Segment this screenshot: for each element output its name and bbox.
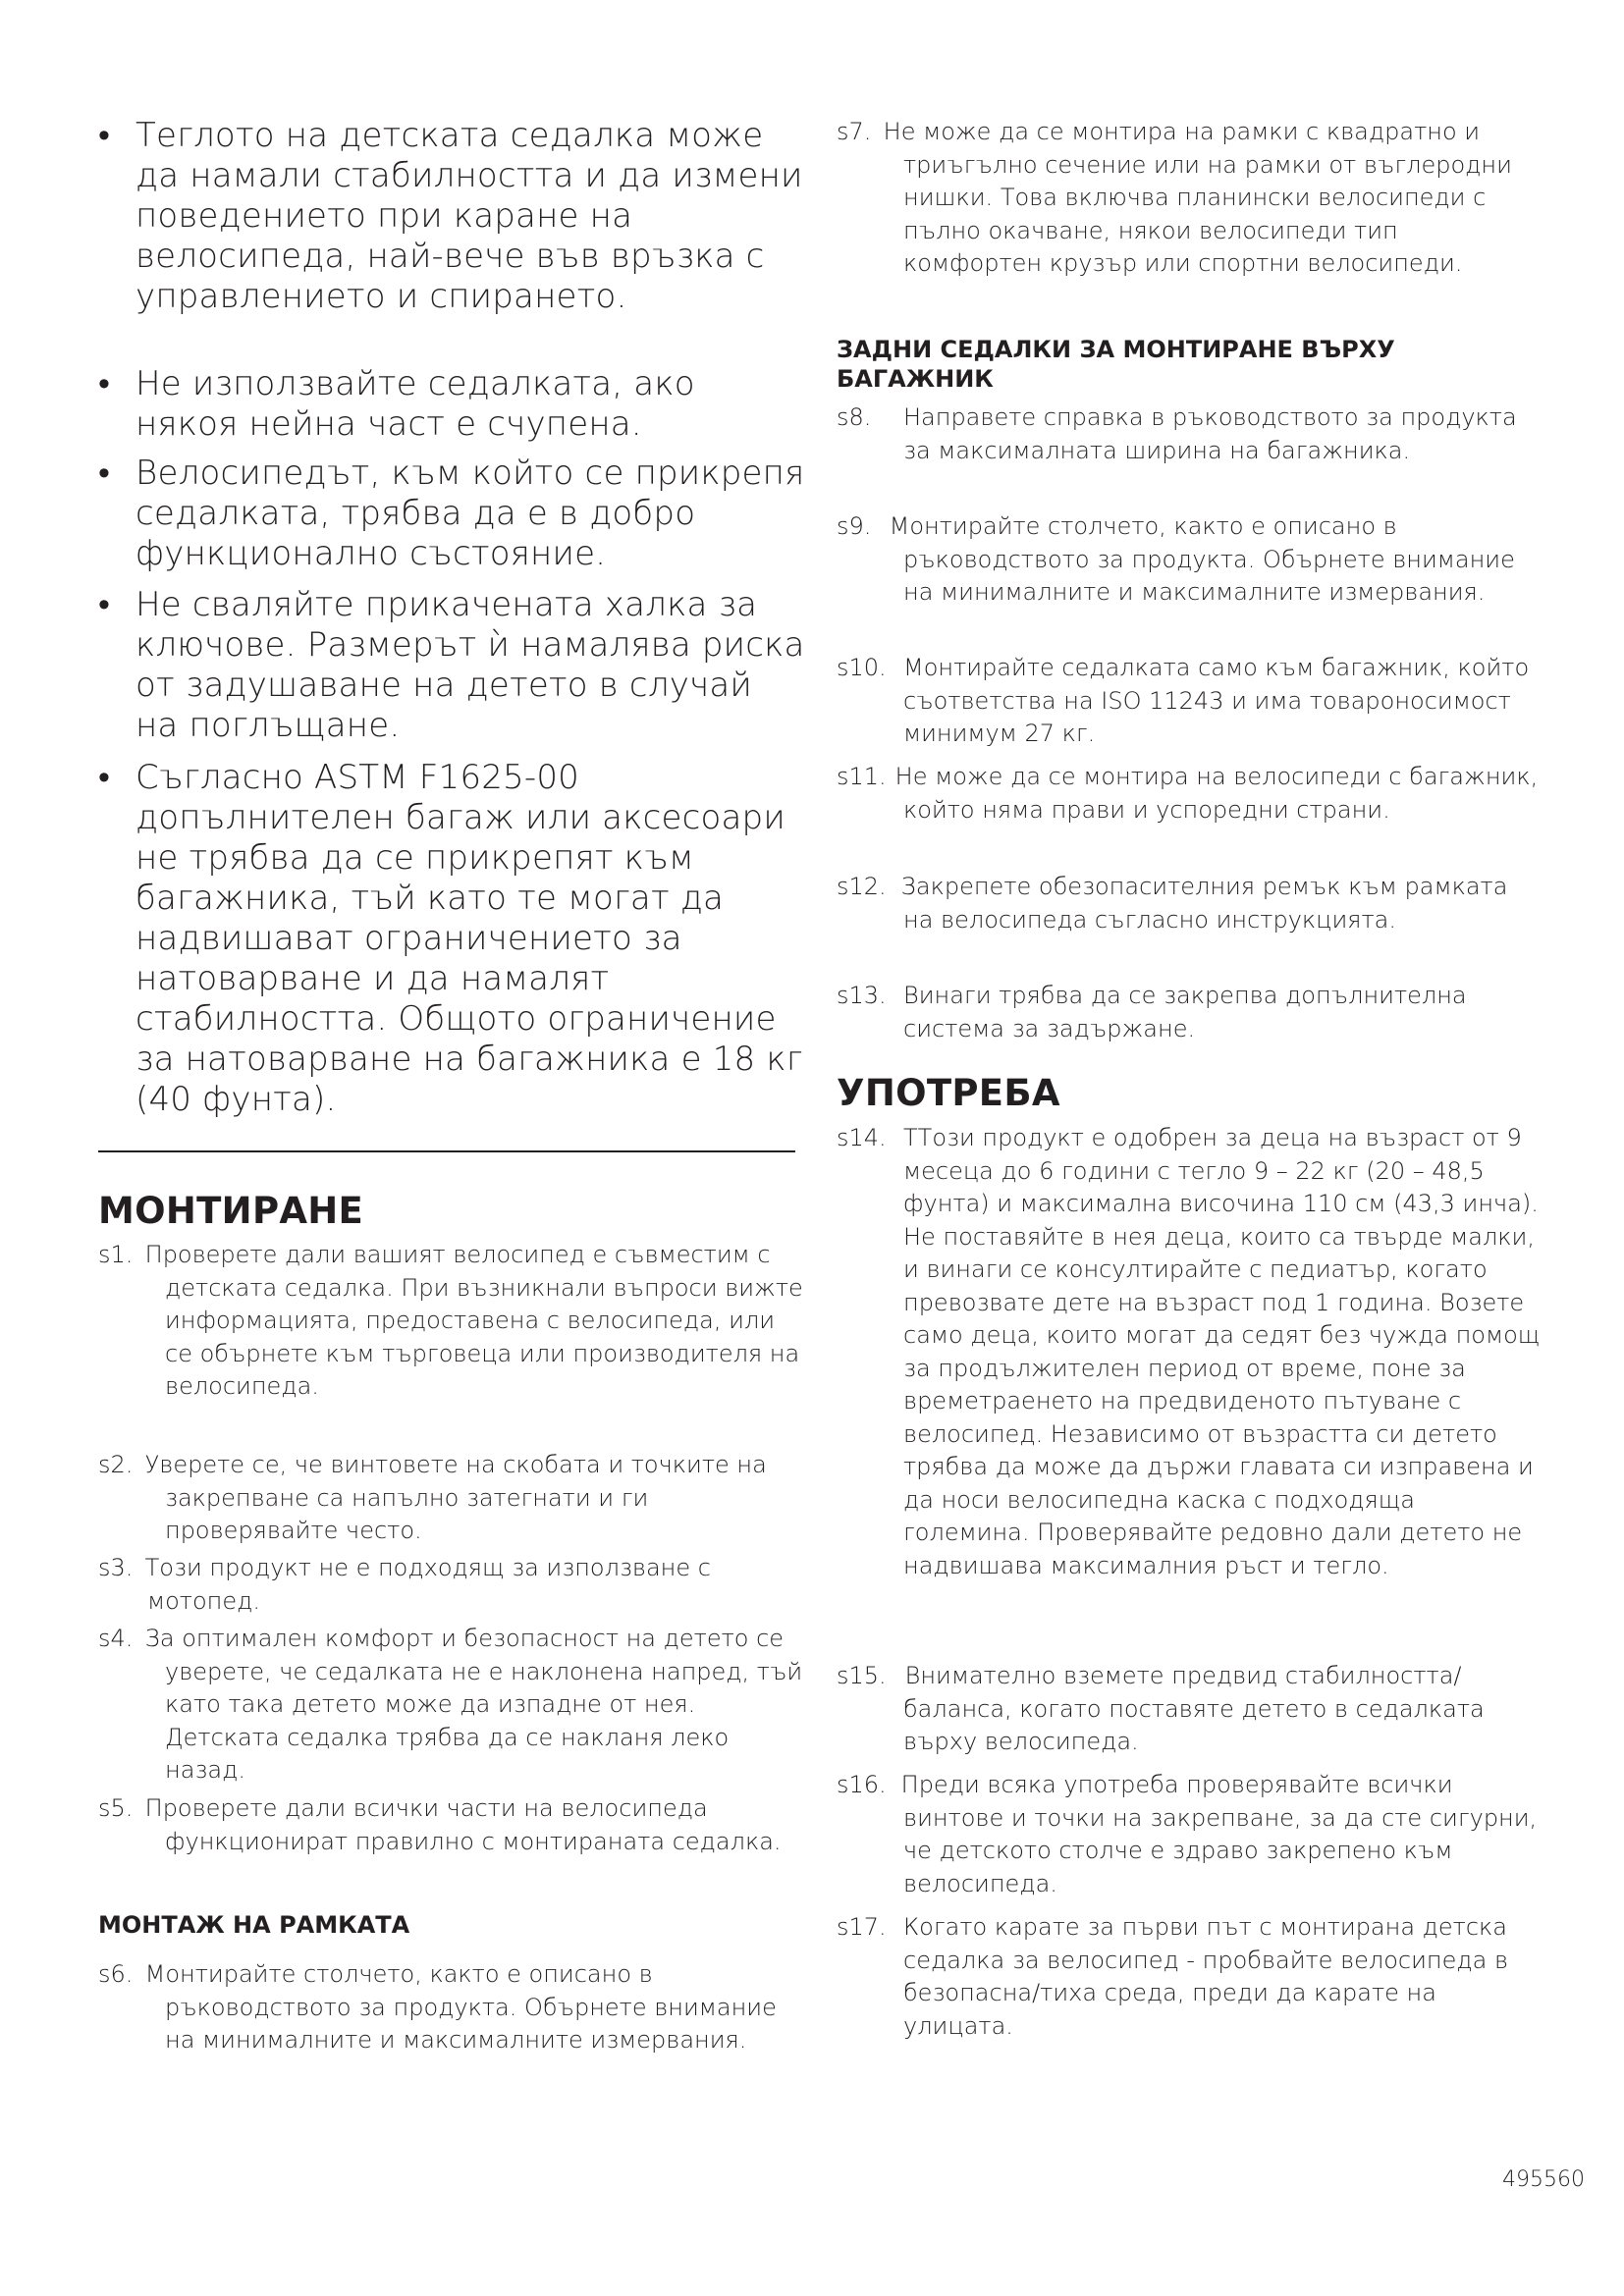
- bullet-dot: •: [98, 116, 111, 155]
- step-s13: s13. Винаги трябва да се закрепва допълнителна система за задържане.: [837, 982, 1467, 1042]
- section-title-rack: ЗАДНИ СЕДАЛКИ ЗА МОНТИРАНЕ ВЪРХУ БАГАЖНИК: [837, 336, 1395, 393]
- section-divider: [98, 1150, 795, 1152]
- bullet-dot: •: [98, 364, 111, 403]
- bullet-dot: •: [98, 454, 111, 493]
- step-s1: s1. Проверете дали вашият велосипед е съвместим с детската седалка. При възникнали въпроси вижте информацията, предоставена с велосипеда, или се обърнете към търговеца или производителя на велосипеда.: [98, 1241, 803, 1400]
- step-s7: s7. Не може да се монтира на рамки с квадратно и триъгълно сечение или на рамки от въглеродни нишки. Това включва планински велосипеди с пълно окачване, някои велосипеди тип комфортен крузър или спортни велосипеди.: [837, 118, 1512, 277]
- step-s9: s9. Монтирайте столчето, както е описано в ръководството за продукта. Обърнете внимание на минималните и максималните измервания.: [837, 512, 1515, 606]
- step-s15: s15. Внимателно вземете предвид стабилността/баланса, когато поставяте детето в седалката върху велосипеда.: [837, 1662, 1485, 1755]
- step-s11: s11. Не може да се монтира на велосипеди с багажник, който няма прави и успоредни страни.: [837, 763, 1539, 824]
- step-s10: s10. Монтирайте седалката само към багажник, който съответства на ISO 11243 и има товароносимост минимум 27 кг.: [837, 654, 1530, 747]
- warning-bullet-broken: • Не използвайте седалката, ако някоя нейна част е счупена.: [98, 364, 695, 444]
- step-s3: s3. Този продукт не е подходящ за използване с мотопед.: [98, 1554, 711, 1615]
- bullet-dot: •: [98, 758, 111, 797]
- step-s5: s5. Проверете дали всички части на велосипеда функционират правилно с монтираната седалка.: [98, 1794, 782, 1855]
- bullet-dot: •: [98, 585, 111, 624]
- warning-bullet-weight: • Теглото на детската седалка може да намали стабилността и да измени поведението при каране на велосипеда, най-вече във връзка с управлението и спирането.: [98, 116, 803, 316]
- warning-bullet-astm: • Съгласно ASTM F1625-00 допълнителен багаж или аксесоари не трябва да се прикрепят към багажника, тъй като те могат да надвишават ограничението за натоварване и да намалят стабилността. Общото ограничение за натоварване на багажника е 18 кг (40 фунта).: [98, 758, 803, 1119]
- section-title-usage: УПОТРЕБА: [837, 1072, 1060, 1114]
- step-s6: s6. Монтирайте столчето, както е описано в ръководството за продукта. Обърнете внимание на минималните и максималните измервания.: [98, 1960, 777, 2054]
- step-s14: s14. TТози продукт е одобрен за деца на възраст от 9 месеца до 6 години с тегло 9 – 22 кг (20 – 48,5 фунта) и максимална височина 110 см (43,3 инча). Не поставяйте в нея деца, които са твърде малки, и винаги се консултирайте с педиатър, когато превозвате дете на възраст под 1 година. Возете само деца, които могат да седят без чужда помощ за продължителен период от време, поне за времетраенето на предвиденото пътуване с велосипед. Независимо от възрастта си детето трябва да може да държи главата си изправена и да носи велосипедна каска с подходяща големина. Проверявайте редовно дали детето не надвишава максималния ръст и тегло.: [837, 1124, 1541, 1579]
- step-s12: s12. Закрепете обезопасителния ремък към рамката на велосипеда съгласно инструкцията.: [837, 873, 1508, 934]
- section-title-mounting: МОНТИРАНЕ: [98, 1190, 364, 1232]
- step-s16: s16. Преди всяка употреба проверявайте всички винтове и точки на закрепване, за да сте сигурни, че детското столче е здраво закрепено към велосипеда.: [837, 1771, 1538, 1897]
- step-s2: s2. Уверете се, че винтовете на скобата и точките на закрепване са напълно затегнати и ги проверявайте често.: [98, 1451, 767, 1544]
- section-title-frame: МОНТАЖ НА РАМКАТА: [98, 1911, 410, 1939]
- step-s4: s4. За оптимален комфорт и безопасност на детето се уверете, че седалката не е наклонена напред, тъй като така детето може да изпадне от нея. Детската седалка трябва да се накланя леко назад.: [98, 1625, 803, 1784]
- page-number: 495560: [1502, 2167, 1585, 2192]
- step-s8: s8. Направете справка в ръководството за продукта за максималната ширина на багажника.: [837, 403, 1517, 464]
- warning-bullet-condition: • Велосипедът, към който се прикрепя седалката, трябва да е в добро функционално състояние.: [98, 454, 805, 573]
- step-s17: s17. Когато карате за първи път с монтирана детска седалка за велосипед - пробвайте велосипеда в безопасна/тиха среда, преди да карате на улицата.: [837, 1913, 1509, 2040]
- warning-bullet-keyring: • Не сваляйте прикачената халка за ключове. Размерът ѝ намалява риска от задушаване на детето в случай на поглъщане.: [98, 585, 805, 745]
